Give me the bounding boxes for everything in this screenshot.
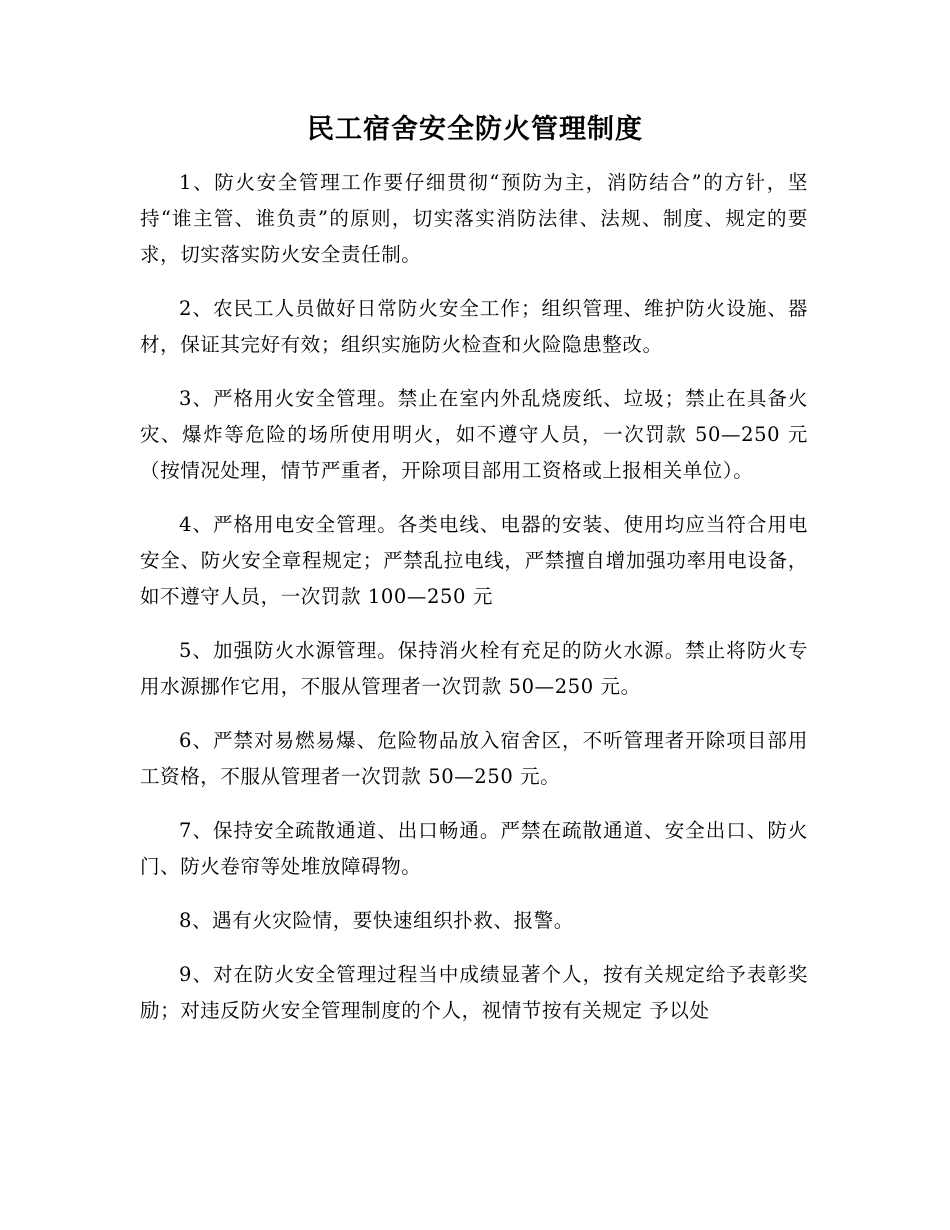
- paragraph-9: 9、对在防火安全管理过程当中成绩显著个人，按有关规定给予表彰奖励；对违反防火安全管理制度的个人，视情节按有关规定 予以处: [140, 963, 808, 1022]
- document-title: 民工宿舍安全防火管理制度: [307, 114, 643, 145]
- paragraph-5: 5、加强防火水源管理。保持消火栓有充足的防火水源。禁止将防火专用水源挪作它用，不服从管理者一次罚款 50—250 元。: [140, 639, 808, 698]
- paragraph-2: 2、农民工人员做好日常防火安全工作；组织管理、维护防火设施、器材，保证其完好有效；组织实施防火检查和火险隐患整改。: [140, 297, 808, 356]
- paragraph-4: 4、严格用电安全管理。各类电线、电器的安装、使用均应当符合用电安全、防火安全章程规定；严禁乱拉电线，严禁擅自增加强功率用电设备，如不遵守人员，一次罚款 100—250 元: [140, 513, 808, 608]
- paragraph-8: 8、遇有火灾险情，要快速组织扑救、报警。: [179, 909, 574, 932]
- paragraph-1: 1、防火安全管理工作要仔细贯彻“预防为主，消防结合”的方针，坚持“谁主管、谁负责”的原则，切实落实消防法律、法规、制度、规定的要求，切实落实防火安全责任制。: [140, 171, 808, 266]
- paragraph-6: 6、严禁对易燃易爆、危险物品放入宿舍区，不听管理者开除项目部用工资格，不服从管理者一次罚款 50—250 元。: [140, 729, 808, 788]
- paragraph-7: 7、保持安全疏散通道、出口畅通。严禁在疏散通道、安全出口、防火门、防火卷帘等处堆放障碍物。: [140, 819, 808, 878]
- document-body: [140, 165, 808, 1047]
- paragraph-3: 3、严格用火安全管理。禁止在室内外乱烧废纸、垃圾；禁止在具备火灾、爆炸等危险的场所使用明火，如不遵守人员，一次罚款 50—250 元（按情况处理，情节严重者，开除项目部用工资格或上报相关单位）。: [140, 387, 808, 482]
